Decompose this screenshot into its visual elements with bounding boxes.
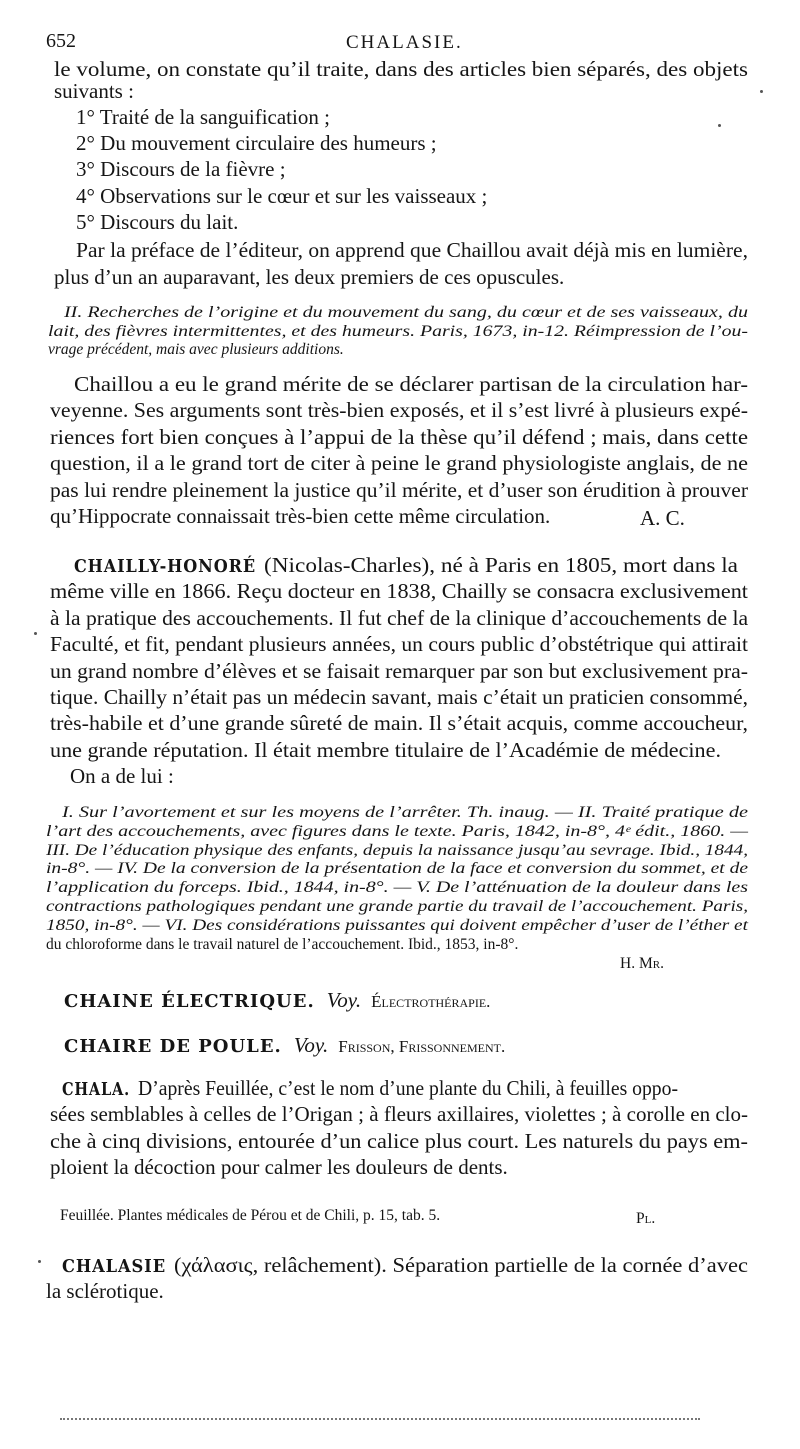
running-title: CHALASIE.	[346, 32, 463, 53]
note-line: I. Sur l’avortement et sur les moyens de l’arrêter. Th. inaug. — II. Traité pratique de	[62, 804, 749, 821]
bottom-dotted-rule	[60, 1418, 700, 1420]
cross-reference-target: Électrothérapie.	[371, 992, 491, 1011]
text-line: une grande réputation. Il était membre titulaire de l’Académie de médecine.	[50, 738, 721, 762]
author-signature: H. Mr.	[620, 955, 664, 972]
page-number: 652	[46, 30, 76, 52]
author-signature: Pl.	[636, 1210, 656, 1227]
note-line: vrage précédent, mais avec plusieurs additions.	[48, 341, 344, 358]
text-line: On a de lui :	[70, 764, 174, 788]
note-line: Feuillée. Plantes médicales de Pérou et de Chili, p. 15, tab. 5.	[60, 1207, 441, 1224]
note-line: contractions pathologiques pendant une grande partie du travail de l’accouchement. Paris,	[46, 898, 749, 915]
text-line: Par la préface de l’éditeur, on apprend que Chaillou avait déjà mis en lumière,	[76, 238, 748, 262]
text-line: 2° Du mouvement circulaire des humeurs ;	[76, 131, 437, 155]
text-line: sées semblables à celles de l’Origan ; à fleurs axillaires, violettes ; à corolle en clo-	[50, 1102, 749, 1126]
text-line: 1° Traité de la sanguification ;	[76, 105, 330, 129]
text-line: question, il a le grand tort de citer à peine le grand physiologiste anglais, de ne	[50, 451, 749, 475]
print-speck	[38, 1260, 41, 1263]
print-speck	[760, 90, 763, 93]
text-line: veyenne. Ses arguments sont très-bien exposés, et il s’est livré à plusieurs expé-	[50, 398, 749, 422]
voy-label: Voy.	[326, 988, 362, 1012]
note-line: l’application du forceps. Ibid., 1844, in-8°. — V. De l’atténuation de la douleur dans les	[46, 879, 748, 896]
text-line: ploient la décoction pour calmer les douleurs de dents.	[50, 1155, 508, 1179]
text-line: à la pratique des accouchements. Il fut chef de la clinique d’accouchements de la	[50, 606, 749, 630]
entry-headword: CHAILLY-HONORÉ	[74, 556, 256, 577]
cross-reference	[64, 1033, 505, 1058]
note-line: du chloroforme dans le travail naturel de l’accouchement. Ibid., 1853, in-8°.	[46, 936, 519, 953]
text-line: (Nicolas-Charles), né à Paris en 1805, mort dans la	[264, 553, 738, 577]
voy-label: Voy.	[293, 1033, 329, 1057]
note-line: 1850, in-8°. — VI. Des considérations puissantes qui doivent empêcher d’user de l’éther et	[46, 917, 748, 934]
text-line: la sclérotique.	[46, 1279, 164, 1303]
note-line: in-8°. — IV. De la conversion de la présentation de la face et conversion du sommet, et de	[46, 860, 749, 877]
print-speck	[718, 124, 721, 127]
text-line: très-habile et d’une grande sûreté de main. Il s’était acquis, comme accoucheur,	[50, 711, 749, 735]
entry-headword: CHALASIE	[62, 1256, 167, 1277]
text-line: plus d’un an auparavant, les deux premiers de ces opuscules.	[54, 265, 565, 289]
text-line: (χάλασις, relâchement). Séparation partielle de la cornée d’avec	[174, 1253, 749, 1277]
text-line: riences fort bien conçues à l’appui de la thèse qu’il défend ; mais, dans cette	[50, 425, 749, 449]
note-line: lait, des fièvres intermittentes, et des humeurs. Paris, 1673, in-12. Réimpression de l’ou-	[48, 323, 749, 340]
text-line: Chaillou a eu le grand mérite de se déclarer partisan de la circulation har-	[74, 372, 749, 396]
text-line: le volume, on constate qu’il traite, dans des articles bien séparés, des objets	[54, 57, 748, 81]
text-line: tique. Chailly n’était pas un médecin savant, mais c’était un praticien consommé,	[50, 685, 748, 709]
note-line: l’art des accouchements, avec figures dans le texte. Paris, 1842, in-8°, 4ᵉ édit., 1860. —	[46, 823, 748, 840]
note-line: II. Recherches de l’origine et du mouvement du sang, du cœur et de ses vaisseaux, du	[64, 304, 748, 321]
cross-reference-headword: CHAINE ÉLECTRIQUE.	[64, 991, 315, 1012]
text-line: D’après Feuillée, c’est le nom d’une plante du Chili, à feuilles oppo-	[138, 1076, 679, 1100]
text-line: qu’Hippocrate connaissait très-bien cette même circulation.	[50, 504, 551, 528]
note-line: III. De l’éducation physique des enfants, depuis la naissance jusqu’au sevrage. Ibid., 1844,	[46, 842, 749, 859]
text-line: un grand nombre d’élèves et se faisait remarquer par son but exclusivement pra-	[50, 659, 749, 683]
text-line: Faculté, et fit, pendant plusieurs années, un cours public d’obstétrique qui attirait	[50, 632, 749, 656]
text-line: 5° Discours du lait.	[76, 210, 239, 234]
entry-headword: CHALA.	[62, 1079, 130, 1100]
text-line: pas lui rendre pleinement la justice qu’il mérite, et d’user son érudition à prouver	[50, 478, 749, 502]
cross-reference-target: Frisson, Frissonnement.	[338, 1037, 506, 1056]
text-line: 4° Observations sur le cœur et sur les vaisseaux ;	[76, 184, 488, 208]
cross-reference	[64, 988, 490, 1013]
author-signature: A. C.	[640, 506, 685, 530]
cross-reference-headword: CHAIRE DE POULE.	[64, 1036, 282, 1057]
text-line: même ville en 1866. Reçu docteur en 1838, Chailly se consacra exclusivement	[50, 579, 748, 603]
text-line: 3° Discours de la fièvre ;	[76, 157, 286, 181]
print-speck	[34, 632, 37, 635]
text-line: che à cinq divisions, entourée d’un calice plus court. Les naturels du pays em-	[50, 1129, 748, 1153]
text-line: suivants :	[54, 79, 134, 103]
